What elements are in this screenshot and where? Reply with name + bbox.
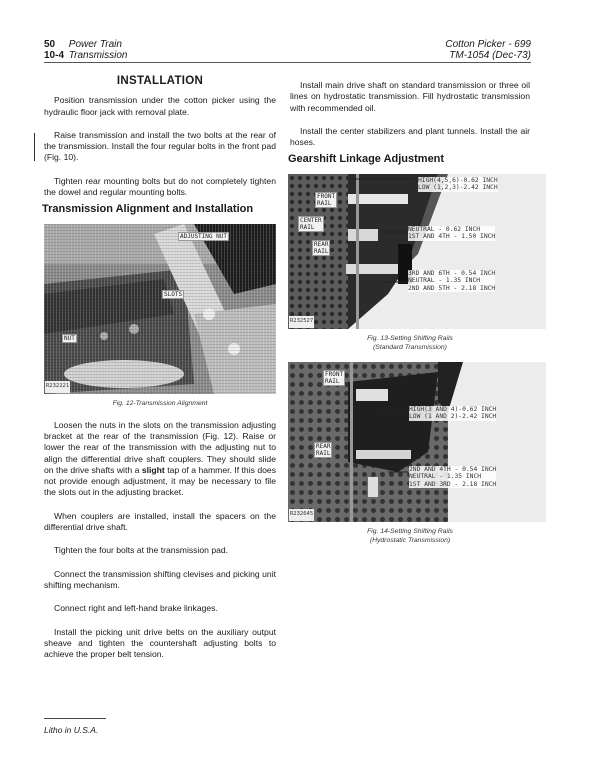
page-number: 50 (44, 39, 56, 50)
figure-13 (290, 174, 530, 352)
photo-id: R232645 (289, 509, 314, 520)
paragraph: Connect the transmission shifting clevises and picking unit shifting mechanism. (44, 568, 276, 590)
manual-code: TM-1054 (Dec-73) (449, 50, 531, 61)
paragraph: Connect right and left-hand brake linkages. (54, 603, 218, 614)
figure-14-caption: Fig. 14-Setting Shifting Rails (Hydrostatic Transmission) (367, 527, 453, 544)
photo-id: R232527 (289, 316, 314, 327)
right-column (290, 80, 530, 545)
header-line-subsection (44, 50, 128, 61)
page-header-left (44, 39, 128, 61)
paragraph: When couplers are installed, install the spacers on the differential drive shaft. (44, 510, 276, 533)
manual-title: Cotton Picker - 699 (445, 39, 531, 50)
paragraph: Install the center stabilizers and plant tunnels. Install the air hoses. (290, 125, 530, 148)
rear-rail-label: REAR RAIL (316, 442, 331, 457)
figure-14 (290, 362, 530, 545)
center-rail-callout: NEUTRAL - 0.62 INCH 1ST AND 4TH - 1.50 INCH (408, 225, 496, 241)
gearshift-heading: Gearshift Linkage Adjustment (288, 153, 445, 166)
figure-13-photo (288, 174, 546, 329)
header-rule (44, 62, 531, 63)
footer-text: Litho in U.S.A. (44, 725, 99, 735)
subsection-number: 10-4 (44, 50, 65, 61)
figure-12-photo (44, 224, 276, 394)
paragraph: Tighten the four bolts at the transmission pad. (54, 545, 229, 556)
rear-rail-callout: 3RD AND 6TH - 0.54 INCH NEUTRAL - 1.35 INCH 2ND AND 5TH - 2.18 INCH (408, 269, 496, 292)
section-title: Power Train (68, 39, 122, 50)
alignment-paragraph: Loosen the nuts in the slots on the transmission adjusting bracket at the rear of the transmission (Fig. 12). Raise or lower the rear of the transmission with the adjusting nut to align the differential drive shaft couplers. They should slide on the drive shafts with a slight tap of a hammer. If this does not provide enough adjustment, it may be necessary to file the slots out in the adjusting bracket. (44, 419, 276, 498)
header-line-section (44, 39, 128, 50)
paragraph: Position transmission under the cotton picker using the hydraulic floor jack with removal plate. (44, 95, 276, 117)
photo-id: R232221 (45, 381, 70, 392)
front-rail-callout: HIGH(4,5,6)-0.62 INCH LOW (1,2,3)-2.42 INCH (418, 176, 498, 192)
paragraph: Tighten rear mounting bolts but do not completely tighten the dowel and regular mounting bolts. (44, 175, 276, 198)
page-header-right (445, 39, 531, 61)
transmission-photo (44, 224, 276, 394)
paragraph: Raise transmission and install the two bolts at the rear of the transmission. Install the four regular bolts in the front pad (Fig. 10). (44, 129, 276, 163)
front-rail-callout: HIGH(3 AND 4)-0.62 INCH LOW (1 AND 2)-2.42 INCH (409, 405, 497, 421)
nut-label: NUT (64, 334, 75, 342)
front-rail-label: FRONT RAIL (317, 192, 336, 207)
rear-rail-callout: 2ND AND 4TH - 0.54 INCH NEUTRAL - 1.35 INCH 1ST AND 3RD - 2.18 INCH (409, 465, 497, 488)
footer-rule (44, 718, 106, 719)
figure-13-caption: Fig. 13-Setting Shifting Rails (Standard Transmission) (367, 334, 453, 351)
center-rail-label: CENTER RAIL (300, 216, 322, 231)
figure-14-photo (288, 362, 546, 522)
slots-label: SLOTS (164, 290, 183, 298)
emphasis-slight: slight (141, 464, 165, 475)
subsection-title: Transmission (68, 50, 128, 61)
figure-12-caption: Fig. 12-Transmission Alignment (112, 399, 208, 407)
revision-change-bar (34, 133, 35, 161)
front-rail-label: FRONT RAIL (325, 370, 344, 385)
paragraph: Install main drive shaft on standard transmission or three oil lines on hydrostatic transmission. Fill hydrostatic transmission with recommended oil. (290, 80, 530, 113)
adjusting-nut-label: ADJUSTING NUT (180, 232, 227, 240)
left-column (44, 76, 276, 672)
installation-heading: INSTALLATION (116, 75, 204, 87)
alignment-heading: Transmission Alignment and Installation (42, 203, 254, 216)
rear-rail-label: REAR RAIL (314, 240, 329, 255)
paragraph: Install the picking unit drive belts on the auxiliary output sheave and tighten the countershaft adjusting bolts to achieve the proper belt tension. (44, 626, 276, 660)
